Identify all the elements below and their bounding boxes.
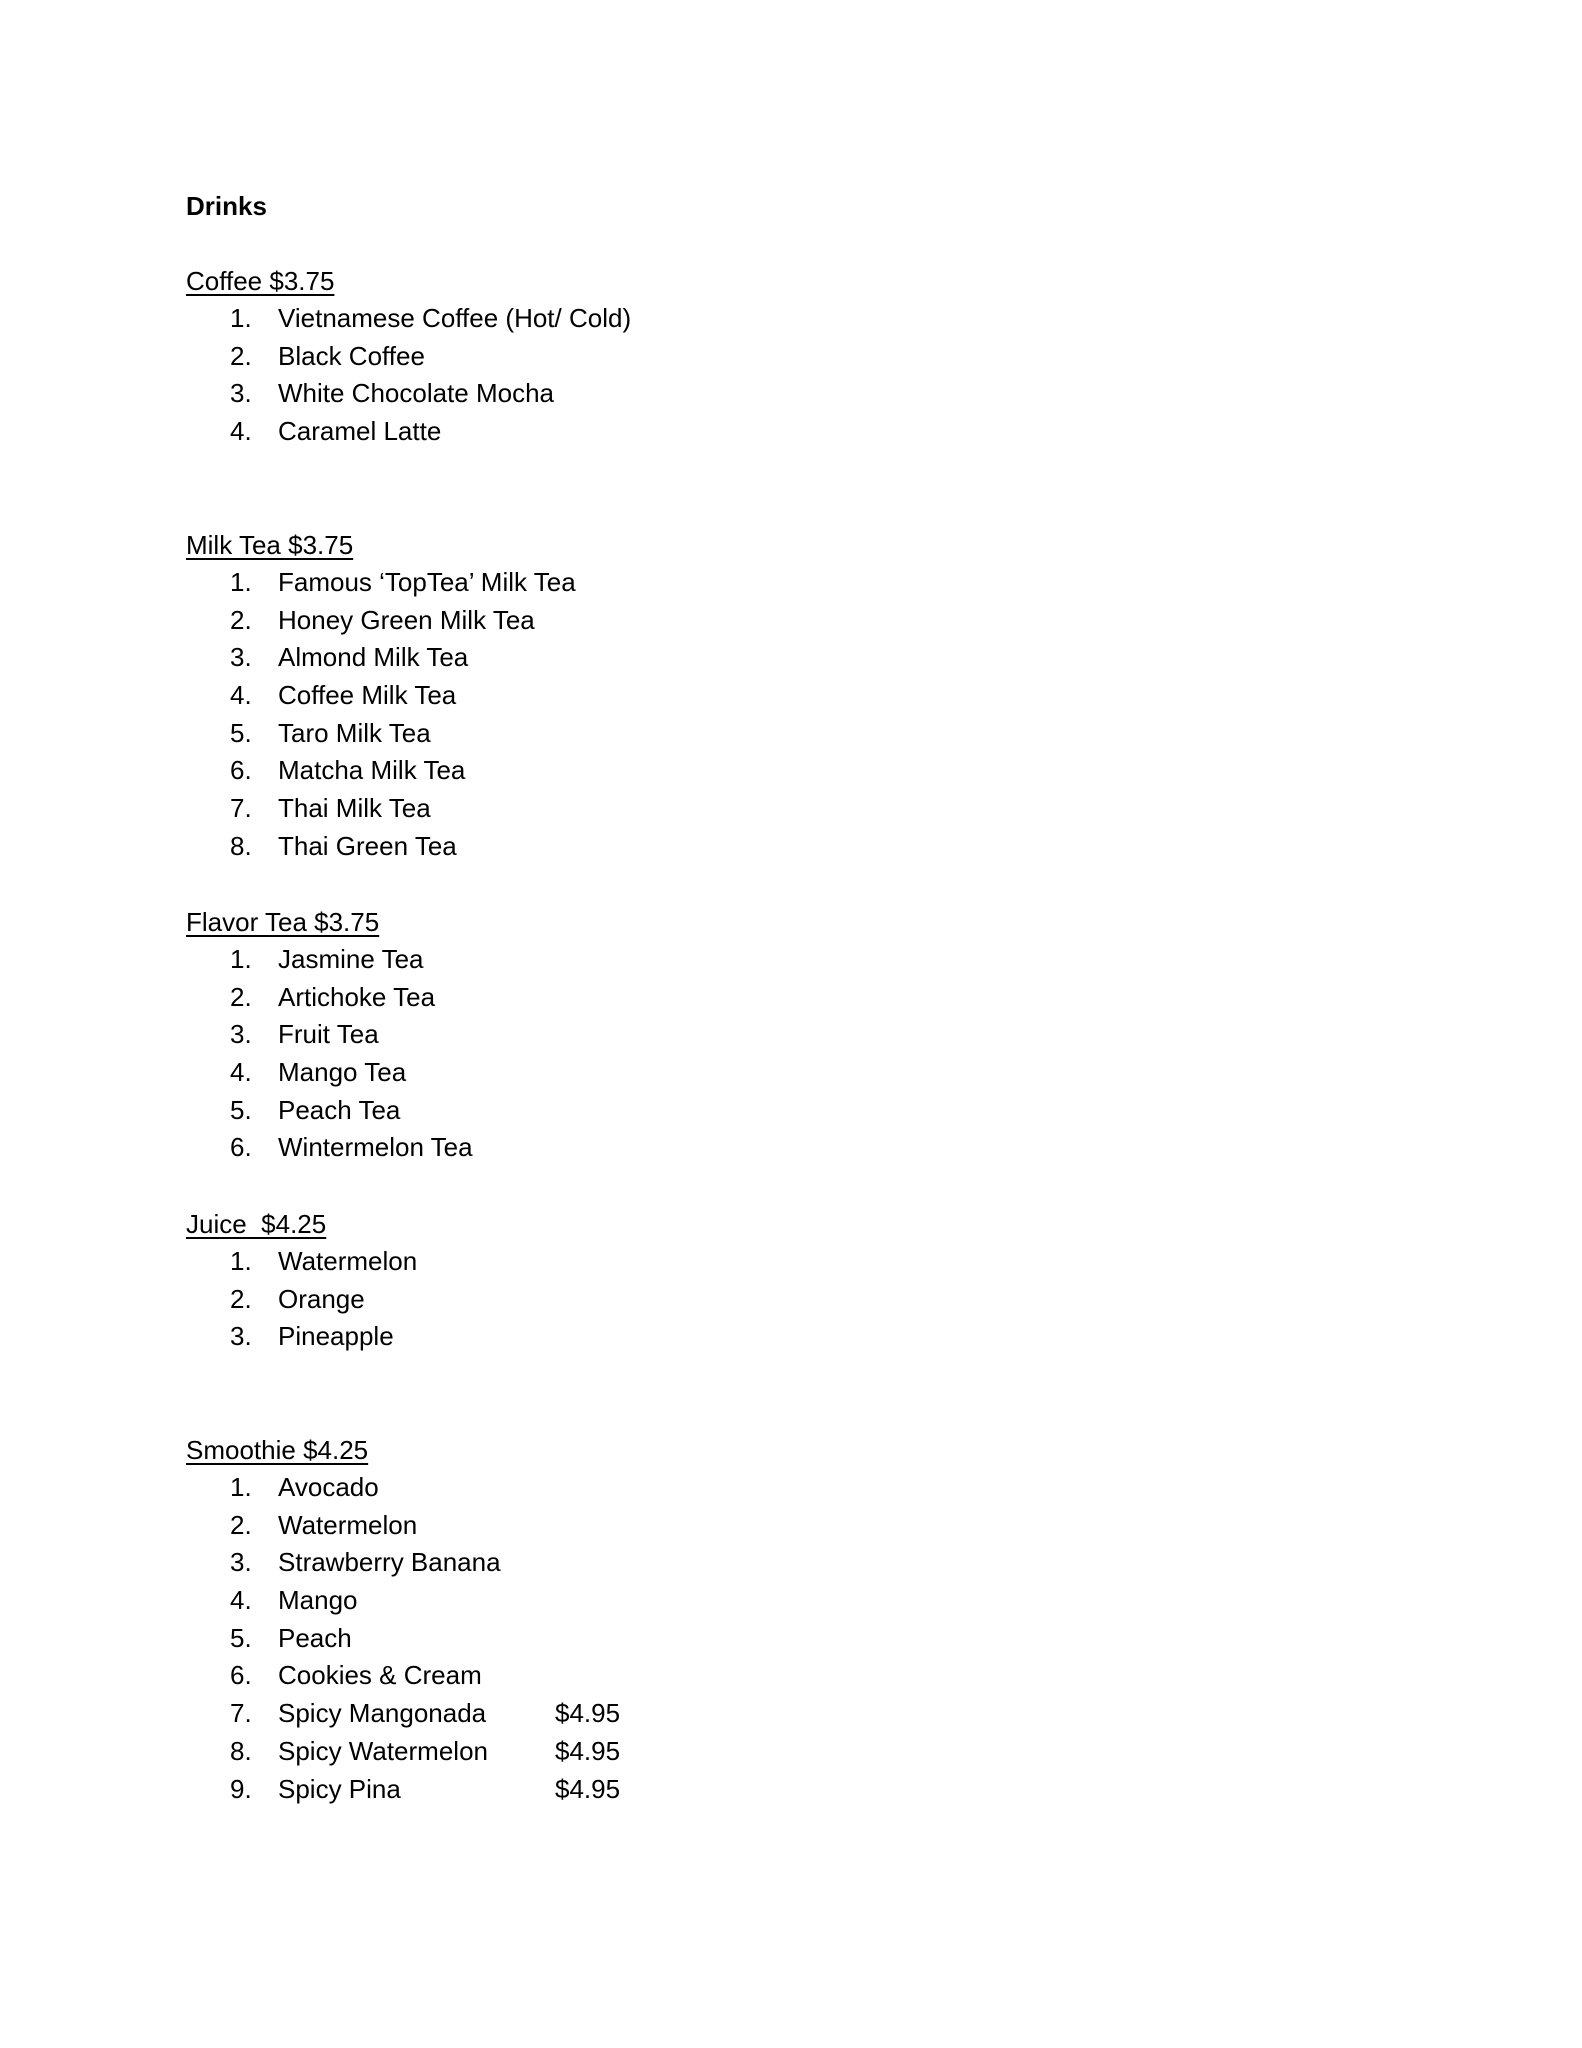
section-heading: Flavor Tea $3.75 — [186, 907, 380, 937]
item-label: Taro Milk Tea — [278, 717, 431, 748]
list-item — [186, 1054, 1086, 1092]
item-number: 4. — [230, 1057, 252, 1088]
item-number: 9. — [230, 1773, 252, 1804]
list-item — [186, 413, 1086, 451]
item-label: Jasmine Tea — [278, 944, 424, 974]
item-list — [186, 941, 1086, 1167]
item-number: 1. — [230, 1472, 252, 1502]
item-label: Watermelon — [278, 1246, 418, 1276]
item-label: Peach Tea — [278, 1094, 401, 1125]
list-item — [186, 639, 1086, 677]
item-number: 6. — [230, 1132, 252, 1163]
list-item — [186, 1620, 1086, 1658]
item-number: 7. — [230, 1698, 252, 1729]
list-item — [186, 828, 1086, 866]
item-number: 2. — [230, 1509, 252, 1540]
list-item — [186, 1129, 1086, 1167]
item-label: Avocado — [278, 1472, 379, 1502]
list-item — [186, 1016, 1086, 1054]
item-number: 1. — [230, 1246, 252, 1276]
item-label: Caramel Latte — [278, 416, 442, 447]
item-label: Thai Milk Tea — [278, 793, 431, 824]
list-item — [186, 338, 1086, 376]
item-label: Peach — [278, 1622, 352, 1653]
list-item — [186, 941, 1086, 979]
item-number: 8. — [230, 1735, 252, 1766]
list-item — [186, 602, 1086, 640]
item-label: Thai Green Tea — [278, 830, 457, 861]
list-item — [186, 1318, 1086, 1356]
item-label: Wintermelon Tea — [278, 1132, 473, 1163]
list-item — [186, 790, 1086, 828]
item-number: 2. — [230, 604, 252, 635]
item-number: 4. — [230, 416, 252, 447]
item-number: 1. — [230, 303, 252, 333]
section-heading: Coffee $3.75 — [186, 266, 335, 296]
item-label: Almond Milk Tea — [278, 642, 469, 673]
list-item — [186, 1771, 1086, 1809]
list-item — [186, 1507, 1086, 1545]
item-label: Orange — [278, 1283, 365, 1314]
list-item — [186, 715, 1086, 753]
page-title: Drinks — [186, 191, 267, 221]
item-label: Matcha Milk Tea — [278, 755, 466, 786]
item-number: 2. — [230, 981, 252, 1012]
item-label: Spicy Watermelon — [278, 1735, 488, 1766]
item-number: 3. — [230, 1019, 252, 1050]
item-number: 4. — [230, 680, 252, 711]
section-heading: Milk Tea $3.75 — [186, 530, 354, 560]
item-label: Spicy Pina — [278, 1773, 401, 1804]
item-label: Honey Green Milk Tea — [278, 604, 535, 635]
list-item — [186, 1281, 1086, 1319]
item-list — [186, 300, 1086, 451]
list-item — [186, 979, 1086, 1017]
item-label: Artichoke Tea — [278, 981, 436, 1012]
item-number: 3. — [230, 1321, 252, 1352]
item-label: Fruit Tea — [278, 1019, 379, 1050]
item-label: Famous ‘TopTea’ Milk Tea — [278, 567, 576, 597]
item-number: 2. — [230, 340, 252, 371]
item-label: Watermelon — [278, 1509, 418, 1540]
section-juice — [186, 1205, 1086, 1356]
item-list — [186, 1243, 1086, 1356]
section-milk-tea — [186, 526, 1086, 866]
item-list — [186, 564, 1086, 866]
item-price: $4.95 — [555, 1698, 621, 1729]
item-number: 5. — [230, 1622, 252, 1653]
item-number: 4. — [230, 1585, 252, 1616]
list-item — [186, 1582, 1086, 1620]
item-label: Pineapple — [278, 1321, 394, 1352]
list-item — [186, 1695, 1086, 1733]
list-item — [186, 677, 1086, 715]
item-number: 6. — [230, 1660, 252, 1691]
item-number: 6. — [230, 755, 252, 786]
list-item — [186, 1243, 1086, 1281]
item-price: $4.95 — [555, 1773, 621, 1804]
item-label: Mango — [278, 1585, 358, 1616]
list-item — [186, 1544, 1086, 1582]
section-flavor-tea — [186, 903, 1086, 1167]
section-heading: Smoothie $4.25 — [186, 1435, 369, 1465]
item-label: Black Coffee — [278, 340, 425, 371]
item-label: Spicy Mangonada — [278, 1698, 487, 1729]
item-number: 3. — [230, 642, 252, 673]
item-label: Coffee Milk Tea — [278, 680, 457, 711]
list-item — [186, 564, 1086, 602]
item-number: 2. — [230, 1283, 252, 1314]
item-price: $4.95 — [555, 1735, 621, 1766]
item-label: Vietnamese Coffee (Hot/ Cold) — [278, 303, 632, 333]
item-number: 1. — [230, 944, 252, 974]
item-number: 8. — [230, 830, 252, 861]
section-heading: Juice $4.25 — [186, 1209, 327, 1239]
list-item — [186, 1469, 1086, 1507]
item-number: 7. — [230, 793, 252, 824]
item-number: 5. — [230, 717, 252, 748]
list-item — [186, 1733, 1086, 1771]
item-list — [186, 1469, 1086, 1808]
list-item — [186, 752, 1086, 790]
list-item — [186, 300, 1086, 338]
item-number: 1. — [230, 567, 252, 597]
item-label: White Chocolate Mocha — [278, 378, 555, 409]
item-label: Mango Tea — [278, 1057, 407, 1088]
section-coffee — [186, 262, 1086, 451]
list-item — [186, 1092, 1086, 1130]
section-smoothie — [186, 1431, 1086, 1808]
item-label: Strawberry Banana — [278, 1547, 501, 1578]
item-number: 3. — [230, 378, 252, 409]
list-item — [186, 1657, 1086, 1695]
item-number: 3. — [230, 1547, 252, 1578]
item-number: 5. — [230, 1094, 252, 1125]
item-label: Cookies & Cream — [278, 1660, 482, 1691]
list-item — [186, 375, 1086, 413]
